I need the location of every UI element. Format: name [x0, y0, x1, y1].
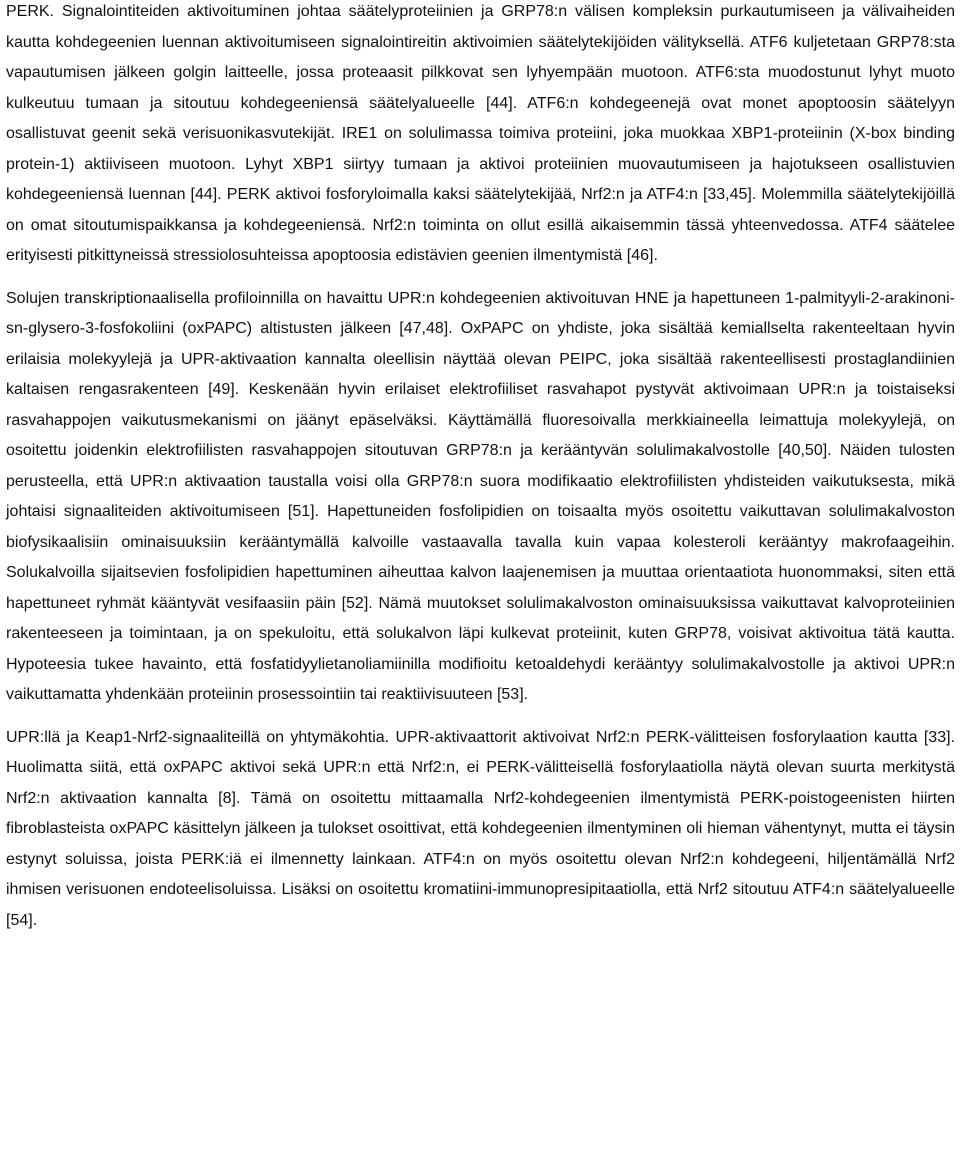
paragraph-upr-profiling: Solujen transkriptionaalisella profiloinnilla on havaittu UPR:n kohdegeenien aktivoituvan HNE ja hapettuneen 1-palmityyli-2-arakinoni-sn-glysero-3-fosfokoliini (oxPAPC) altistusten jälkeen [47,48]. OxPAPC on yhdiste, joka sisältää kemiallselta rakenteeltaan hyvin erilaisia molekyylejä ja UPR-aktivaation kannalta oleellisin näyttää olevan PEIPC, joka sisältää rakenteellisesti prostaglandiinien kaltaisen rengasrakenteen [49]. Keskenään hyvin erilaiset elektrofiiliset rasvahapot pystyvät aktivoimaan UPR:n ja toistaiseksi rasvahappojen vaikutusmekanismi on jäänyt epäselväksi. Käyttämällä fluoresoivalla merkkiaineella leimattuja molekyylejä, on osoitettu joidenkin elektrofiilisten rasvahappojen sitoutuvan GRP78:n ja kerääntyvän solulimakalvostolle [40,50]. Näiden tulosten perusteella, että UPR:n aktivaation taustalla voisi olla GRP78:n suora modifikaatio elektrofiilisten yhdisteiden vaikutuksesta, mikä johtaisi signaaliteiden aktivoitumiseen [51]. Hapettuneiden fosfolipidien on toisaalta myös osoitettu vaikuttavan solulimakalvoston biofysikaalisiin ominaisuuksiin kerääntymällä kalvoille vastaavalla tavalla kuin vapaa kolesteroli kerääntyy makrofaageihin. Solukalvoilla sijaitsevien fosfolipidien hapettuminen aiheuttaa kalvon laajenemisen ja muuttaa orientaatiota huonommaksi, siten että hapettuneet ryhmät kääntyvät vesifaasiin päin [52]. Nämä muutokset solulimakalvoston ominaisuuksissa vaikuttavat kalvoproteiinien rakenteeseen ja toimintaan, ja on spekuloitu, että solukalvon läpi kulkevat proteiinit, kuten GRP78, voisivat aktivoitua tätä kautta. Hypoteesia tukee havainto, että fosfatidyylietanoliamiinilla modifioitu ketoaldehydi kerääntyy solulimakalvostolle ja aktivoi UPR:n vaikuttamatta yhdenkään proteiinin prosessointiin tai reaktiivisuuteen [53]. — [6, 289, 955, 703]
paragraph-perk-signaling: PERK. Signalointiteiden aktivoituminen johtaa säätelyproteiinien ja GRP78:n välisen kompleksin purkautumiseen ja välivaiheiden kautta kohdegeenien luennan aktivoitumiseen signalointireitin aktivoimien säätelytekijöiden välityksellä. ATF6 kuljetetaan GRP78:sta vapautumisen jälkeen golgin laitteelle, jossa proteaasit pilkkovat sen lyhyempään muotoon. ATF6:sta muodostunut lyhyt muoto kulkeutuu tumaan ja sitoutuu kohdegeeniensä säätelyalueelle [44]. ATF6:n kohdegeenejä ovat monet apoptoosin säätelyyn osallistuvat geenit sekä verisuonikasvutekijät. IRE1 on solulimassa toimiva proteiini, joka muokkaa XBP1-proteiinin (X-box binding protein-1) aktiiviseen muotoon. Lyhyt XBP1 siirtyy tumaan ja aktivoi proteiinien muovautumiseen ja hajotukseen osallistuvien kohdegeeniensä luennan [44]. PERK aktivoi fosforyloimalla kaksi säätelytekijää, Nrf2:n ja ATF4:n [33,45]. Molemmilla säätelytekijöillä on omat sitoutumispaikkansa ja kohdegeeniensä. Nrf2:n toiminta on ollut esillä aikaisemmin tässä yhteenvedossa. ATF4 säätelee erityisesti pitkittyneissä stressiolosuhteissa apoptoosia edistävien geenien ilmentymistä [46]. — [6, 3, 955, 264]
paragraph-upr-nrf2-crosstalk: UPR:llä ja Keap1-Nrf2-signaaliteillä on yhtymäkohtia. UPR-aktivaattorit aktivoivat Nrf2:n PERK-välitteisen fosforylaation kautta [33]. Huolimatta siitä, että oxPAPC aktivoi sekä UPR:n että Nrf2:n, ei PERK-välitteisellä fosforylaatiolla näytä olevan suurta merkitystä Nrf2:n aktivaation kannalta [8]. Tämä on osoitettu mittaamalla Nrf2-kohdegeenien ilmentymistä PERK-poistogeenisten hiirten fibroblasteista oxPAPC käsittelyn jälkeen ja tulokset osoittivat, että kohdegeenien ilmentyminen oli hieman vähentynyt, mutta ei täysin estynyt soluissa, joista PERK:iä ei ilmennetty lainkaan. ATF4:n on myös osoitettu olevan Nrf2:n kohdegeeni, hiljentämällä Nrf2 ihmisen verisuonen endoteelisoluissa. Lisäksi on osoitettu kromatiini-immunopresipitaatiolla, että Nrf2 sitoutuu ATF4:n säätelyalueelle [54]. — [6, 728, 955, 929]
